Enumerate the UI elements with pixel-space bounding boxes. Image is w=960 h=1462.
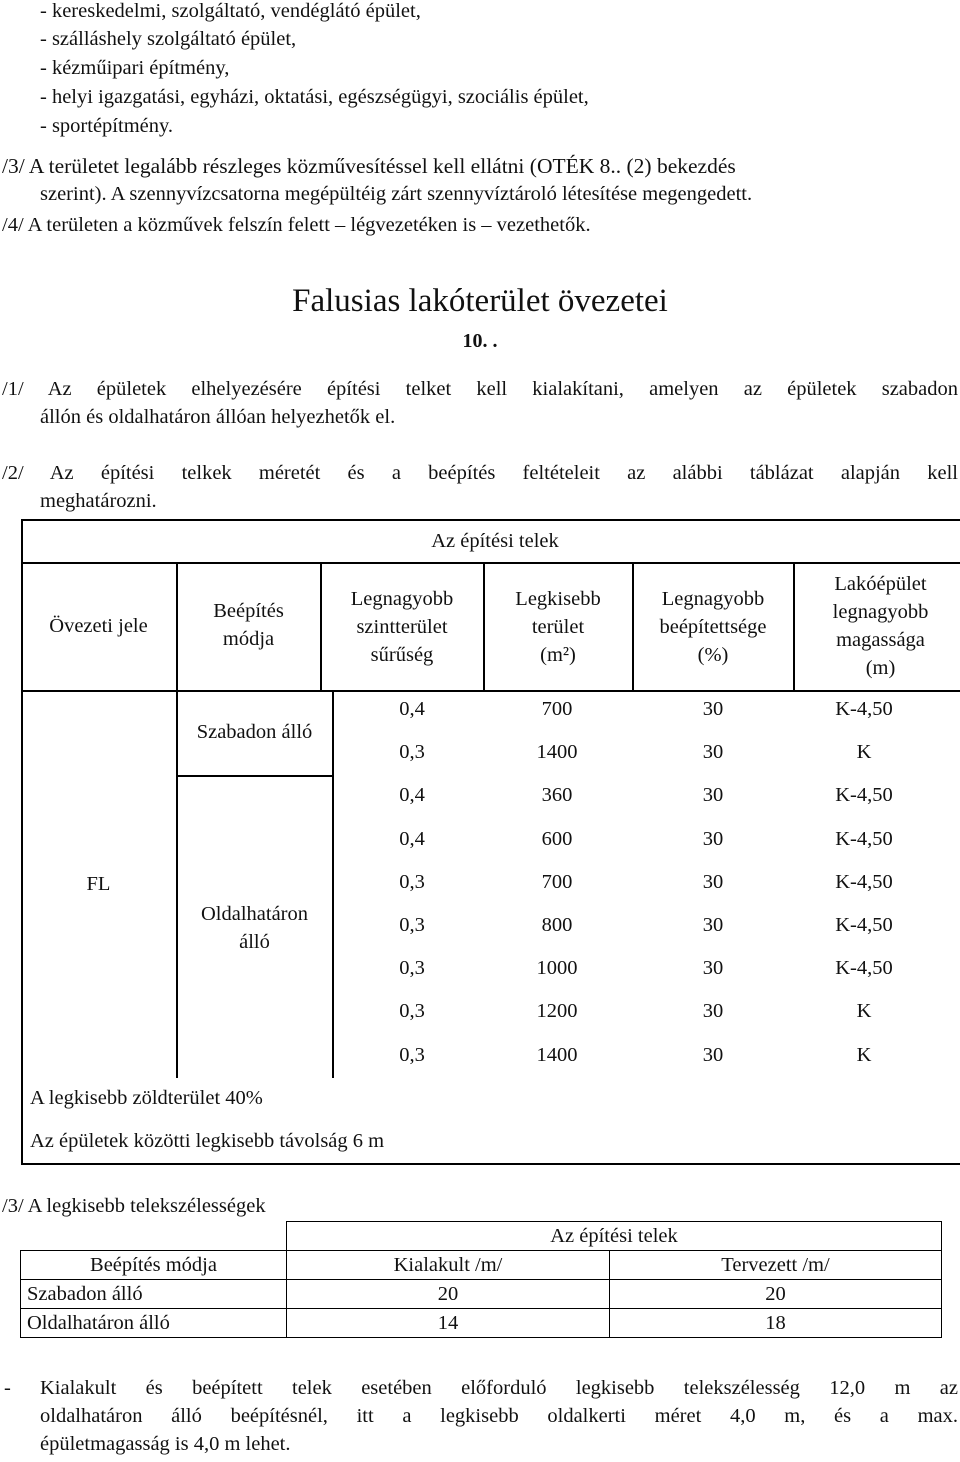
table-cell: 30 [702, 741, 724, 764]
column-header-built [632, 585, 794, 669]
table-cell: 18 [610, 1309, 942, 1338]
mode-line: Oldalhatáron [200, 903, 308, 925]
section-heading: Falusias lakóterület övezetei [292, 283, 668, 319]
table-cell: 0,3 [399, 1043, 425, 1066]
paragraph-3-line-1: /3/ A területet legalább részleges közművesítéssel kell ellátni (OTÉK 8.. (2) bekezdés [2, 154, 736, 178]
table-cell: K [856, 741, 872, 764]
mode-line: álló [239, 931, 270, 953]
table-cell: 1200 [536, 1000, 578, 1023]
header-line: Beépítés [213, 600, 284, 622]
paragraph-2-line-1: /2/ Az építési telkek méretét és a beépítés feltételeit az alábbi táblázat alapján kell [2, 462, 958, 484]
header-line: módja [222, 628, 275, 650]
table-cell: 0,3 [399, 870, 425, 893]
list-item: - kereskedelmi, szolgáltató, vendéglátó épület, [40, 0, 421, 22]
table-cell: 30 [702, 784, 724, 807]
mode-side-boundary [176, 900, 333, 956]
table-cell: 14 [287, 1309, 610, 1338]
header-line: legnagyobb [832, 601, 929, 623]
header-line: terület [531, 616, 585, 638]
table-cell: 0,3 [399, 1000, 425, 1023]
table-cell: K-4,50 [835, 827, 893, 850]
table-row [21, 1309, 942, 1338]
table-cell: 1400 [536, 1043, 578, 1066]
paragraph-1-line-1: /1/ Az épületek elhelyezésére építési telket kell kialakítani, amelyen az épületek szabadon [2, 378, 958, 400]
table-cell: 700 [541, 698, 573, 720]
header-line: Legnagyobb [661, 588, 765, 610]
header-line: sűrűség [370, 644, 434, 666]
paragraph-4: /4/ A területen a közművek felszín felett – légvezetéken is – vezethetők. [2, 214, 591, 236]
section-number: 10. . [462, 330, 498, 352]
header-line: Lakóépület [834, 573, 927, 595]
header-line: (m) [865, 657, 896, 679]
paragraph-2-line-2: meghatározni. [40, 490, 157, 512]
table-cell: Szabadon álló [21, 1280, 287, 1309]
column-header-area [483, 585, 633, 669]
mode-free-standing: Szabadon álló [196, 721, 313, 743]
table-group-header: Az építési telek [431, 530, 559, 552]
table-cell: 0,3 [399, 741, 425, 764]
note-building-distance: Az épületek közötti legkisebb távolság 6 m [30, 1130, 385, 1152]
table-group-header: Az építési telek [287, 1222, 942, 1251]
table-cell: 0,4 [399, 827, 425, 850]
final-line-1: Kialakult és beépített telek esetében előforduló legkisebb telekszélesség 12,0 m az [40, 1377, 958, 1399]
table-cell: 30 [702, 870, 724, 893]
final-line-2: oldalhatáron álló beépítésnél, itt a legkisebb oldalkerti méret 4,0 m, és a max. [40, 1405, 958, 1427]
zone-code: FL [86, 873, 111, 895]
column-header-mode [176, 597, 321, 653]
table-cell: K-4,50 [835, 957, 893, 980]
table-cell: K-4,50 [835, 698, 893, 720]
paragraph-1-line-2: állón és oldalhatáron állóan helyezhetők el. [40, 406, 396, 428]
table-cell: 30 [702, 827, 724, 850]
table-cell: Oldalhatáron álló [21, 1309, 287, 1338]
table-cell: K-4,50 [835, 870, 893, 893]
table-cell: 30 [702, 1000, 724, 1023]
list-item: - kézműipari építmény, [40, 57, 230, 79]
paragraph-3b: /3/ A legkisebb telekszélességek [2, 1195, 266, 1217]
table-cell: 0,4 [399, 784, 425, 807]
table-row [21, 1222, 942, 1251]
table-row [21, 1280, 942, 1309]
list-item: - szálláshely szolgáltató épület, [40, 28, 297, 50]
table-cell: 30 [702, 957, 724, 980]
table-cell: 1400 [536, 741, 578, 764]
header-line: Legnagyobb [350, 588, 454, 610]
table-cell: 800 [541, 914, 573, 936]
header-line: magassága [836, 629, 925, 651]
empty-cell [21, 1222, 287, 1251]
table-cell: 30 [702, 698, 724, 720]
header-line: (m²) [540, 644, 576, 666]
paragraph-3-line-2: szerint). A szennyvízcsatorna megépültéig zárt szennyvíztároló létesítése megengedett. [40, 183, 753, 205]
column-header-height [793, 570, 960, 682]
table-cell: K [856, 1000, 872, 1023]
table-cell: K-4,50 [835, 784, 893, 807]
column-header-density [320, 585, 484, 669]
table-cell: 30 [702, 914, 724, 936]
table-cell: 360 [541, 784, 573, 807]
header-line: (%) [697, 644, 729, 666]
table-cell: 20 [287, 1280, 610, 1309]
header-line: beépítettsége [659, 616, 767, 638]
column-header-zone: Övezeti jele [49, 615, 148, 637]
final-dash: - [4, 1377, 11, 1399]
table-row [21, 1251, 942, 1280]
table-cell: K-4,50 [835, 914, 893, 936]
table-cell: 20 [610, 1280, 942, 1309]
table-cell: K [856, 1043, 872, 1066]
table-cell: 600 [541, 827, 573, 850]
table-cell: 1000 [536, 957, 578, 980]
width-table [20, 1221, 942, 1338]
header-line: Legkisebb [515, 588, 601, 610]
table-cell: 0,3 [399, 957, 425, 980]
table-cell: 30 [702, 1043, 724, 1066]
table-header-cell: Kialakult /m/ [287, 1251, 610, 1280]
list-item: - helyi igazgatási, egyházi, oktatási, egészségügyi, szociális épület, [40, 86, 589, 108]
table-header-cell: Beépítés módja [21, 1251, 287, 1280]
table-cell: 0,3 [399, 914, 425, 936]
table-header-cell: Tervezett /m/ [610, 1251, 942, 1280]
final-line-3: épületmagasság is 4,0 m lehet. [40, 1433, 291, 1455]
table-cell: 0,4 [399, 698, 425, 720]
list-item: - sportépítmény. [40, 115, 174, 137]
note-green-area: A legkisebb zöldterület 40% [30, 1087, 263, 1109]
header-line: szintterület [356, 616, 448, 638]
table-cell: 700 [541, 870, 573, 893]
